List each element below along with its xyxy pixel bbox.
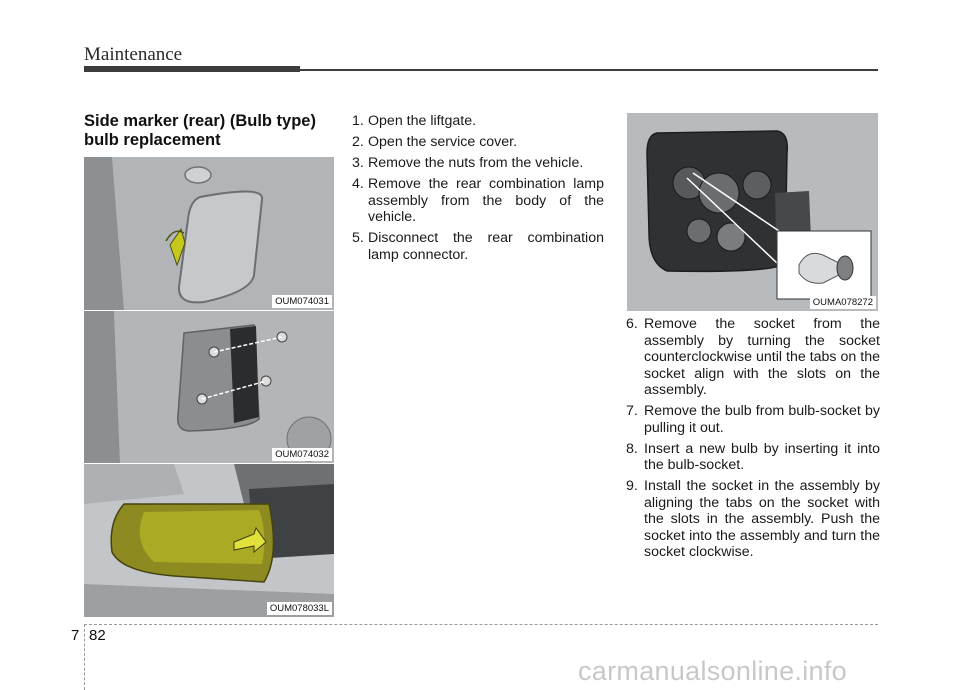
nuts-illustration <box>84 311 334 463</box>
step-item <box>352 113 604 130</box>
chapter-number: 7 <box>71 627 80 644</box>
step-item <box>352 176 604 226</box>
service-cover-illustration <box>84 157 334 310</box>
section-title <box>84 112 334 150</box>
step-text: Remove the bulb from bulb-socket by pulling it out. <box>644 403 880 436</box>
section-title-line-1: Side marker (rear) (Bulb type) <box>84 112 316 130</box>
step-number: 4. <box>352 176 364 192</box>
figure-remove-nuts <box>84 311 334 463</box>
step-text: Remove the socket from the assembly by turning the socket counterclockwise until the tabs on the socket align with the slots on the assembly. <box>644 316 880 398</box>
rear-lamp-illustration <box>84 464 334 617</box>
figure-code-label: OUM078033L <box>267 602 332 615</box>
step-number: 2. <box>352 134 364 150</box>
watermark-text: carmanualsonline.info <box>578 656 847 686</box>
step-number: 3. <box>352 155 364 171</box>
figure-code-label: OUM074031 <box>272 295 332 308</box>
header-rule-thick <box>84 66 300 72</box>
bulb-socket-illustration <box>627 113 878 311</box>
step-item <box>626 441 880 474</box>
figure-code-label: OUMA078272 <box>810 296 876 309</box>
step-number: 7. <box>626 403 638 419</box>
header-title: Maintenance <box>84 44 183 65</box>
step-text: Insert a new bulb by inserting it into the bulb-socket. <box>644 440 880 473</box>
figure-service-cover <box>84 157 334 310</box>
steps-list-left <box>352 113 604 268</box>
figure-rear-lamp <box>84 464 334 617</box>
step-text: Open the liftgate. <box>368 113 477 129</box>
step-text: Remove the rear combination lamp assembly from the body of the vehicle. <box>368 176 604 225</box>
step-item <box>352 134 604 151</box>
step-number: 5. <box>352 230 364 246</box>
header-rule-thin <box>300 69 878 71</box>
section-title-line-2: bulb replacement <box>84 131 221 149</box>
steps-list-right <box>626 316 880 565</box>
figure-code-label: OUM074032 <box>272 448 332 461</box>
step-number: 9. <box>626 478 638 494</box>
footer-rule <box>84 624 878 625</box>
step-text: Remove the nuts from the vehicle. <box>368 155 584 171</box>
step-item <box>626 316 880 399</box>
step-text: Disconnect the rear combination lamp connector. <box>368 230 604 263</box>
figure-bulb-socket <box>627 113 878 311</box>
step-number: 1. <box>352 113 364 129</box>
step-number: 8. <box>626 440 638 457</box>
step-item <box>626 403 880 436</box>
step-item <box>352 155 604 172</box>
step-item <box>626 478 880 561</box>
footer-divider <box>84 624 85 690</box>
step-text: Install the socket in the assembly by aligning the tabs on the socket with the slots in the assembly. Push the socket into the assembly and turn the socket clockwise. <box>644 478 880 560</box>
page-number: 82 <box>89 627 106 644</box>
step-item <box>352 230 604 263</box>
step-text: Open the service cover. <box>368 134 518 150</box>
step-number: 6. <box>626 316 638 332</box>
